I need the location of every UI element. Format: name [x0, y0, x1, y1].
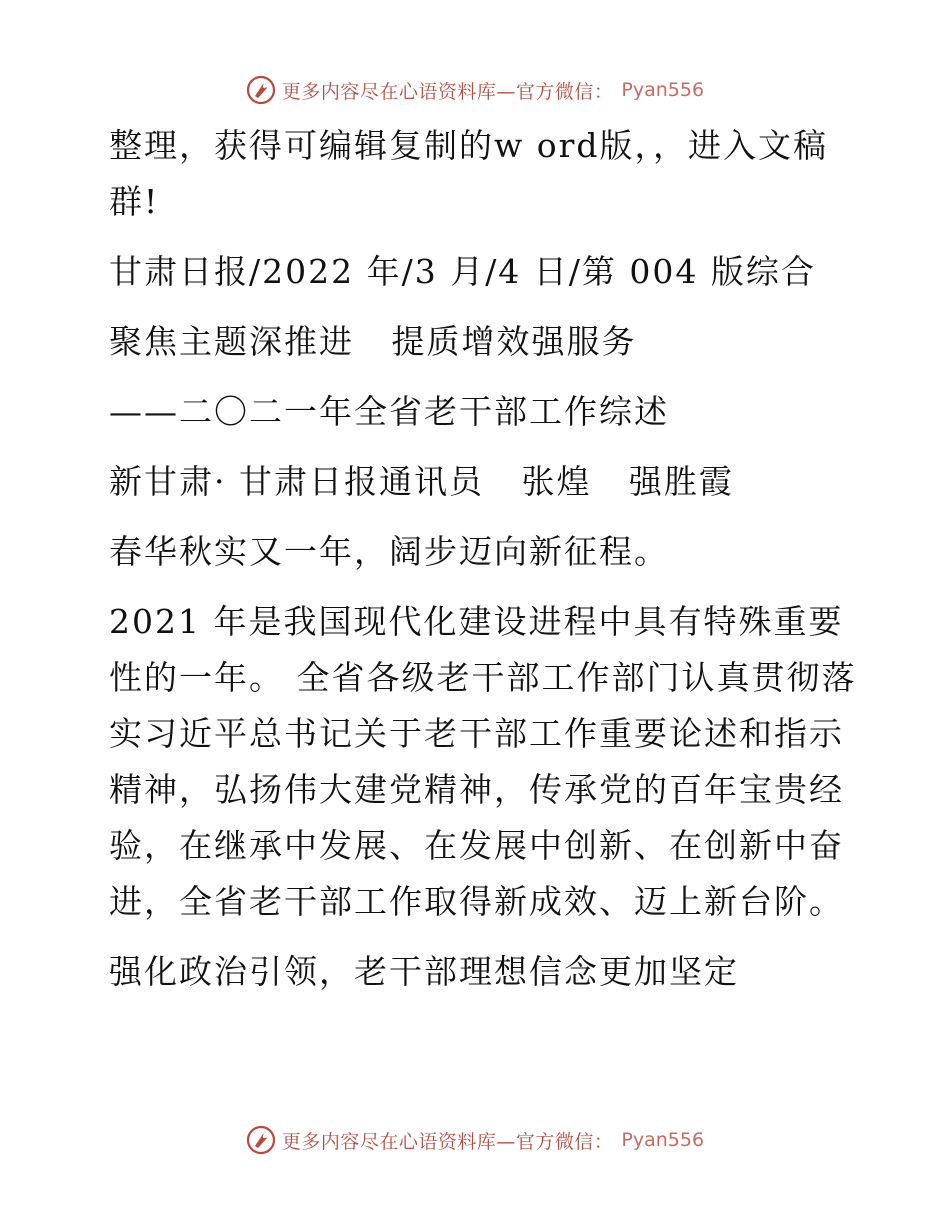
- document-body: [97, 118, 857, 1000]
- header-watermark: [0, 70, 950, 110]
- byline: 新甘肃· 甘肃日报通讯员 张煌 强胜霞: [109, 462, 734, 501]
- footer-watermark: [0, 1120, 950, 1160]
- intro-text: 整理，获得可编辑复制的w ord版，，进入文稿群!: [109, 126, 829, 221]
- body-paragraph: 2021 年是我国现代化建设进程中具有特殊重要性的一年。 全省各级老干部工作部门认真贯彻落实习近平总书记关于老干部工作重要论述和指示精神，弘扬伟大建党精神，传承党的百年宝贵经验，在继承中发展、在发展中创新、在创新中奋进，全省老干部工作取得新成效、迈上新台阶。: [109, 602, 857, 921]
- lead-paragraph: 春华秋实又一年，阔步迈向新征程。: [109, 532, 669, 571]
- watermark-brand: Pyan556: [621, 1129, 705, 1151]
- pen-nib-logo-icon: [246, 75, 276, 105]
- source-line: 甘肃日报/2022 年/3 月/4 日/第 004 版综合: [109, 252, 816, 291]
- headline: 聚焦主题深推进 提质增效强服务: [109, 322, 637, 361]
- watermark-brand: Pyan556: [621, 79, 705, 101]
- pen-nib-logo-icon: [246, 1125, 276, 1155]
- watermark-text: 更多内容尽在心语资料库—官方微信：: [281, 1130, 614, 1153]
- subheadline: ——二〇二一年全省老干部工作综述: [109, 392, 669, 431]
- section-heading: 强化政治引领，老干部理想信念更加坚定: [109, 952, 739, 991]
- watermark-text: 更多内容尽在心语资料库—官方微信：: [281, 80, 614, 103]
